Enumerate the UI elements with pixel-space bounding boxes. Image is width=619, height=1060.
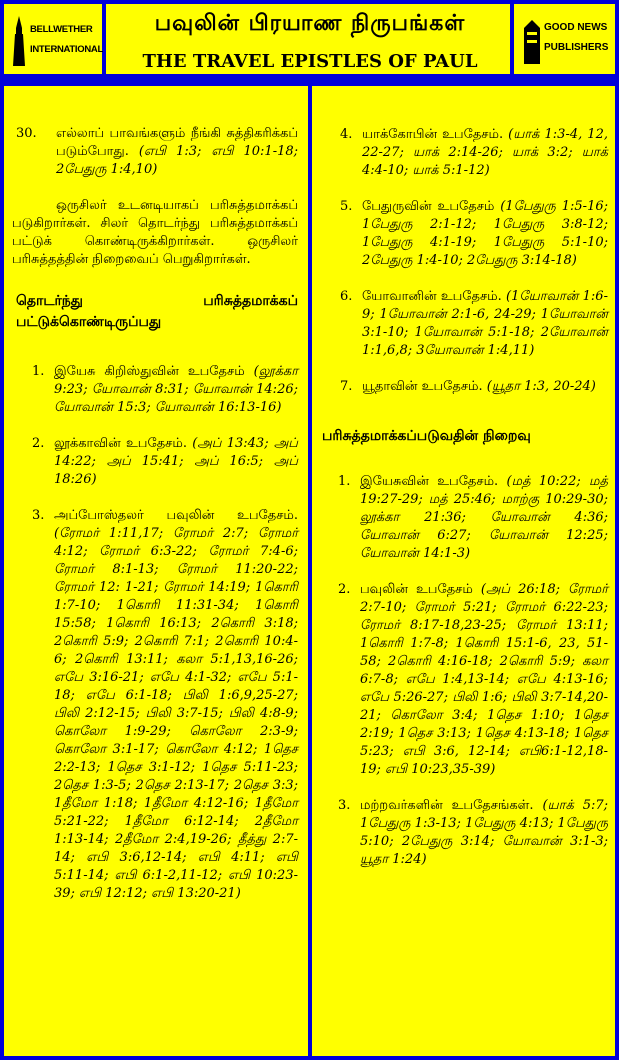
item-number: 5.	[340, 199, 353, 214]
left-logo-line1: BELLWETHER	[30, 24, 93, 35]
list-item-7	[340, 378, 608, 396]
right-logo-box	[510, 0, 619, 78]
right-column	[322, 82, 608, 869]
item-number: 1.	[338, 474, 351, 489]
list-item-1	[32, 363, 298, 417]
left-column	[12, 82, 298, 903]
item-references: (லூக்கா 9:23; யோவான் 8:31; யோவான் 14:26; யோவான் 15:3; யோவான் 16:13-16)	[54, 364, 298, 415]
list-item-30	[12, 125, 298, 179]
item-references: (அப் 26:18; ரோமர் 2:7-10; ரோமர் 5:21; ரோமர் 6:22-23; ரோமர் 8:17-18,23-25; ரோமர் 13:11; 1கொரி 1:7-8; 1கொரி 15:1-6, 23, 51-58; 2கொரி 4:16-18; 2கொரி 5:9; கலா 6:7-8; எபே 1:4,13-14; எபே 4:13-16; எபே 5:26-27; பிலி 1:6; பிலி 3:7-14,20-21; கொலோ 3:4; 1தெச 1:10; 1தெச 2:19; 1தெச 3:13; 1தெச 4:13-18; 1தெச 5:23; எபி 3:6, 12-14; எபி6:1-12,18-19; எபி 10:23,35-39)	[360, 582, 609, 777]
item-text: எல்லாப் பாவங்களும் நீங்கி சுத்திகரிக்கப் படும்போது.	[56, 126, 298, 159]
item-text: அப்போஸ்தலர் பவுலின் உபதேசம்.	[54, 508, 298, 523]
item-number: 4.	[340, 127, 353, 142]
item-references: (யூதா 1:3, 20-24)	[486, 379, 596, 394]
left-logo-line2: INTERNATIONAL	[30, 44, 103, 55]
column-divider	[308, 82, 312, 1060]
item-text: யோவானின் உபதேசம்.	[362, 289, 502, 304]
list-item-b2	[338, 581, 608, 779]
section-heading-completion: பரிசுத்தமாக்கப்படுவதின் நிறைவு	[322, 428, 531, 444]
item-text: யூதாவின் உபதேசம்.	[362, 379, 483, 394]
title-box	[106, 0, 514, 78]
list-item-6	[340, 288, 608, 360]
item-text: பவுலின் உபதேசம்	[360, 582, 473, 597]
left-logo-box	[0, 0, 106, 78]
header-bar	[0, 0, 619, 82]
book-icon	[524, 20, 540, 64]
item-references: (யாக் 5:7; 1பேதுரு 1:3-13; 1பேதுரு 4:13; 1பேதுரு 5:10; 2பேதுரு 3:14; யோவான் 3:1-3; யூதா 1:24)	[360, 798, 608, 867]
item-number: 7.	[340, 379, 353, 394]
list-item-2	[32, 435, 298, 489]
list-item-5	[340, 198, 608, 270]
item-references: (அப் 13:43; அப் 14:22; அப் 15:41; அப் 16:5; அப் 18:26)	[54, 436, 298, 487]
item-text: லூக்காவின் உபதேசம்.	[54, 436, 187, 451]
item-number: 6.	[340, 289, 353, 304]
item-references: (எபி 1:3; எபி 10:1-18; 2பேதுரு 1:4,10)	[56, 144, 299, 177]
item-references: (மத் 10:22; மத் 19:27-29; மத் 25:46; மாற்கு 10:29-30; லூக்கா 21:36; யோவான் 4:36; யோவான் 6:27; யோவான் 12:25; யோவான் 14:1-3)	[360, 474, 608, 561]
item-references: (யாக் 1:3-4, 12, 22-27; யாக் 2:14-26; யாக் 3:2; யாக் 4:4-10; யாக் 5:1-12)	[362, 127, 608, 178]
item-text: இயேசுவின் உபதேசம்.	[360, 474, 499, 489]
right-logo-line1: GOOD NEWS	[544, 22, 608, 33]
item-references: (1பேதுரு 1:5-16; 1பேதுரு 2:1-12; 1பேதுரு 3:8-12; 1பேதுரு 4:1-19; 1பேதுரு 5:1-10; 2பேதுரு 1:4-10; 2பேதுரு 3:14-18)	[362, 199, 608, 268]
item-number: 30.	[16, 126, 37, 141]
page-title-tamil: பவுலின் பிரயாண நிருபங்கள்	[154, 10, 466, 36]
item-references: (1யோவான் 1:6-9; 1யோவான் 2:1-6, 24-29; 1யோவான் 3:1-10; 1யோவான் 5:1-18; 2யோவான் 1:1,6,8; 3யோவான் 1:4,11)	[362, 289, 608, 358]
item-text: பேதுருவின் உபதேசம்	[362, 199, 495, 214]
intro-paragraph: ஒருசிலர் உடனடியாகப் பரிசுத்தமாக்கப் படுகிறார்கள். சிலர் தொடர்ந்து பரிசுத்தமாக்கப் பட்டுக் கொண்டிருக்கிறார்கள். ஒருசிலர் பரிசுத்தத்தின் நிறைவைப் பெறுகிறார்கள்.	[12, 198, 298, 267]
good-news-logo	[522, 12, 614, 70]
item-text: மற்றவர்களின் உபதேசங்கள்.	[360, 798, 534, 813]
item-text: யாக்கோபின் உபதேசம்.	[362, 127, 504, 142]
item-number: 3.	[32, 508, 45, 523]
list-item-3	[32, 507, 298, 903]
item-number: 3.	[338, 798, 351, 813]
list-item-b3	[338, 797, 608, 869]
item-number: 2.	[32, 436, 45, 451]
tower-icon	[12, 16, 26, 66]
item-text: இயேசு கிறிஸ்துவின் உபதேசம்	[54, 364, 245, 379]
item-number: 1.	[32, 364, 45, 379]
list-item-4	[340, 126, 608, 180]
right-logo-line2: PUBLISHERS	[544, 42, 609, 53]
bellwether-logo	[10, 12, 103, 70]
list-item-b1	[338, 473, 608, 563]
page-title-english: THE TRAVEL EPISTLES OF PAUL	[142, 51, 478, 72]
section-heading-continuing: தொடர்ந்து பரிசுத்தமாக்கப் பட்டுக்கொண்டிருப்பது	[16, 293, 298, 330]
item-references: (ரோமர் 1:11,17; ரோமர் 2:7; ரோமர் 4:12; ரோமர் 6:3-22; ரோமர் 7:4-6; ரோமர் 8:1-13; ரோமர் 11:20-22; ரோமர் 12: 1-21; ரோமர் 14:19; 1கொரி 1:7-10; 1கொரி 11:31-34; 1கொரி 15:58; 1கொரி 16:13; 2கொரி 3:18; 2கொரி 5:9; 2கொரி 7:1; 2கொரி 10:4-6; 2கொரி 13:11; கலா 5:1,13,16-26; எபே 3:16-21; எபே 4:1-32; எபே 5:1-18; எபே 6:1-18; பிலி 1:6,9,25-27; பிலி 2:12-15; பிலி 3:7-15; பிலி 4:8-9; கொலோ 1:9-29; கொலோ 2:3-9; கொலோ 3:1-17; கொலோ 4:12; 1தெச 2:2-13; 1தெச 3:1-12; 1தெச 5:11-23; 2தெச 1:3-5; 2தெச 2:13-17; 2தெச 3:3; 1தீமோ 1:18; 1தீமோ 4:12-16; 1தீமோ 5:21-22; 1தீமோ 6:12-14; 2தீமோ 1:13-14; 2தீமோ 2:4,19-26; தீத்து 2:7-14; எபி 3:6,12-14; எபி 4:11; எபி 5:11-14; எபி 6:1-2,11-12; எபி 10:23-39; எபி 12:12; எபி 13:20-21)	[54, 526, 298, 901]
item-number: 2.	[338, 582, 351, 597]
